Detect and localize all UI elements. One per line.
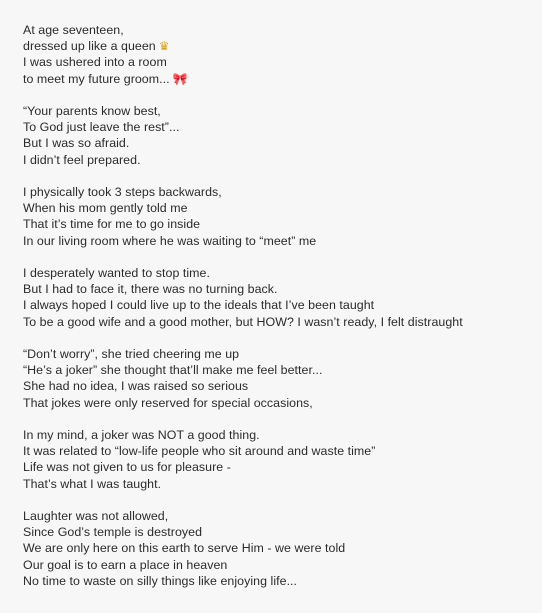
poem-line-text: When his mom gently told me — [23, 201, 188, 216]
poem-line-text: That jokes were only reserved for special occasions, — [23, 395, 313, 410]
poem-stanza — [23, 346, 533, 411]
poem-line — [23, 265, 533, 281]
poem-line — [23, 476, 533, 492]
poem-line-text: “Don’t worry”, she tried cheering me up — [23, 347, 240, 361]
poem-line-text: To God just leave the rest”... — [23, 120, 180, 135]
poem-line — [23, 573, 533, 589]
poem-line-text: “Your parents know best, — [23, 104, 161, 118]
gift-ribbon-icon: 🎀 — [172, 71, 188, 86]
poem-line-text: To be a good wife and a good mother, but HOW? I wasn’t ready, I felt distraught — [23, 314, 463, 329]
poem-line — [23, 152, 533, 168]
poem-stanza — [23, 265, 533, 330]
poem-line-text: In our living room where he was waiting to “meet” me — [23, 233, 317, 248]
poem-line-text: to meet my future groom... — [23, 71, 170, 86]
poem-line-text: It was related to “low-life people who sit around and waste time” — [23, 444, 376, 459]
poem-line-text: That’s what I was taught. — [23, 476, 162, 491]
poem-line — [23, 524, 533, 540]
poem-line — [23, 540, 533, 556]
poem-line-text: We are only here on this earth to serve Him - we were told — [23, 541, 346, 556]
poem-line — [23, 233, 533, 249]
poem-line — [23, 200, 533, 216]
poem-line-text: But I was so afraid. — [23, 136, 130, 151]
poem-line — [23, 281, 533, 297]
poem-line — [23, 119, 533, 135]
poem-line-text: I always hoped I could live up to the ideals that I’ve been taught — [23, 298, 375, 313]
poem-stanza — [23, 508, 533, 589]
poem-line — [23, 362, 533, 378]
poem-line-text: I didn’t feel prepared. — [23, 152, 141, 167]
poem-line — [23, 378, 533, 394]
poem-line-text: That it’s time for me to go inside — [23, 217, 201, 232]
poem-line — [23, 395, 533, 411]
poem-line — [23, 557, 533, 573]
poem-line-text: Life was not given to us for pleasure - — [23, 460, 231, 475]
poem-line — [23, 71, 533, 87]
poem-line — [23, 443, 533, 459]
poem-line — [23, 508, 533, 524]
poem-stanza — [23, 103, 533, 168]
poem-line — [23, 135, 533, 151]
poem-document — [23, 22, 533, 605]
poem-stanza — [23, 427, 533, 492]
crown-icon: ♛ — [158, 39, 170, 54]
poem-line-text: At age seventeen, — [23, 23, 124, 37]
poem-line — [23, 216, 533, 232]
poem-line-text: “He’s a joker” she thought that’ll make me feel better... — [23, 363, 323, 378]
poem-line-text: No time to waste on silly things like enjoying life... — [23, 573, 298, 588]
poem-line — [23, 22, 533, 38]
poem-line — [23, 297, 533, 313]
poem-line — [23, 427, 533, 443]
poem-line-text: In my mind, a joker was NOT a good thing. — [23, 428, 260, 442]
poem-stanza — [23, 22, 533, 87]
poem-line-text: I physically took 3 steps backwards, — [23, 185, 222, 199]
poem-line-text: Our goal is to earn a place in heaven — [23, 557, 228, 572]
poem-line — [23, 314, 533, 330]
poem-line-text: She had no idea, I was raised so serious — [23, 379, 249, 394]
poem-line-text: dressed up like a queen — [23, 39, 156, 54]
poem-line — [23, 346, 533, 362]
poem-line-text: I desperately wanted to stop time. — [23, 266, 210, 280]
poem-line-text: But I had to face it, there was no turning back. — [23, 282, 278, 297]
poem-line — [23, 184, 533, 200]
poem-line-text: I was ushered into a room — [23, 55, 167, 70]
poem-line — [23, 103, 533, 119]
poem-line — [23, 38, 533, 54]
poem-line-text: Laughter was not allowed, — [23, 509, 169, 523]
poem-line — [23, 459, 533, 475]
poem-line-text: Since God’s temple is destroyed — [23, 525, 203, 540]
poem-line — [23, 54, 533, 70]
poem-stanza — [23, 184, 533, 249]
